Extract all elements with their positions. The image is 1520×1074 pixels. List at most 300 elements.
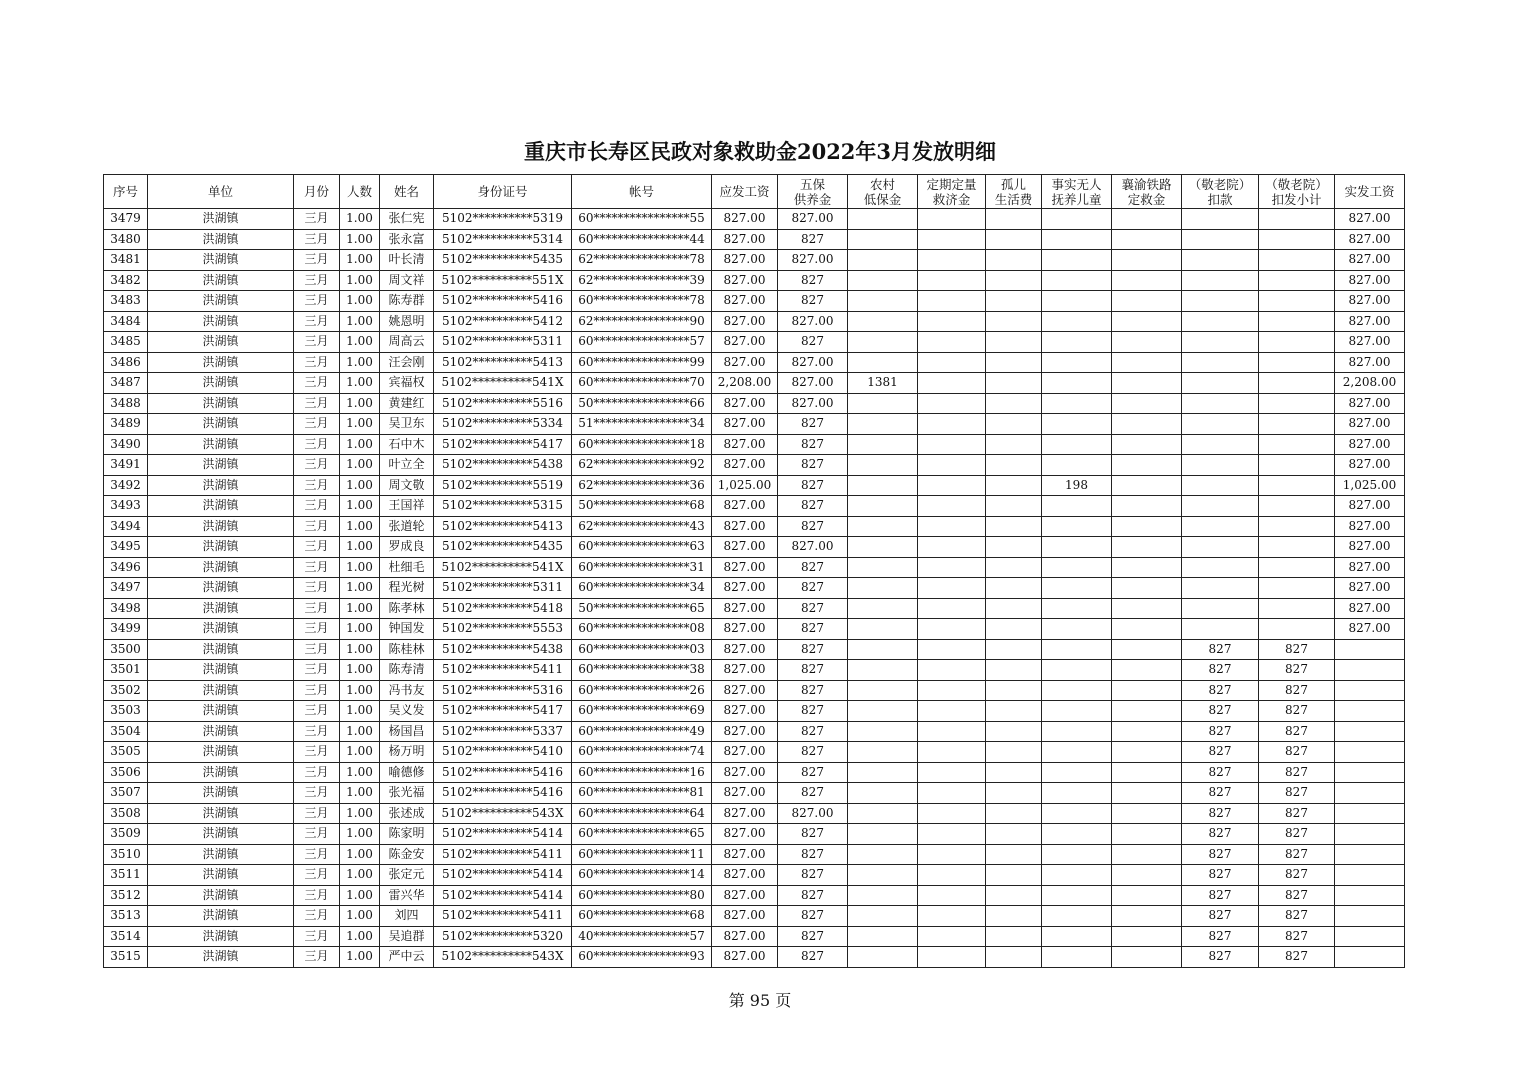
table-cell (1182, 270, 1259, 291)
table-cell (1042, 516, 1112, 537)
table-cell: 827 (778, 865, 848, 886)
table-cell: 827.00 (712, 311, 778, 332)
table-cell (1182, 373, 1259, 394)
table-cell: 洪湖镇 (148, 824, 294, 845)
table-cell (1042, 824, 1112, 845)
table-cell: 洪湖镇 (148, 639, 294, 660)
table-cell (918, 721, 986, 742)
column-header-line: 身份证号 (477, 184, 528, 199)
table-cell (1042, 434, 1112, 455)
table-cell (918, 434, 986, 455)
table-row (104, 619, 1405, 640)
table-row (104, 229, 1405, 250)
table-cell: 1.00 (340, 291, 380, 312)
table-cell (1259, 414, 1335, 435)
table-cell: 827.00 (712, 680, 778, 701)
table-cell (918, 516, 986, 537)
table-cell: 827.00 (712, 742, 778, 763)
table-cell: 827.00 (1335, 619, 1405, 640)
table-cell: 1.00 (340, 557, 380, 578)
table-cell: 827 (778, 762, 848, 783)
table-cell: 827.00 (712, 516, 778, 537)
table-cell: 827 (1182, 742, 1259, 763)
table-cell: 1.00 (340, 270, 380, 291)
table-cell (986, 639, 1042, 660)
table-cell: 827 (778, 475, 848, 496)
table-cell: 陈金安 (380, 844, 434, 865)
table-cell (848, 824, 918, 845)
table-cell: 洪湖镇 (148, 844, 294, 865)
table-cell (1182, 332, 1259, 353)
table-cell: 827.00 (712, 721, 778, 742)
table-cell (1259, 332, 1335, 353)
table-cell (986, 803, 1042, 824)
table-cell: 827 (778, 680, 848, 701)
table-cell: 827.00 (712, 865, 778, 886)
table-cell: 3481 (104, 250, 148, 271)
table-cell (1335, 639, 1405, 660)
table-cell: 60****************49 (572, 721, 712, 742)
table-cell: 827.00 (778, 373, 848, 394)
table-cell: 827.00 (712, 578, 778, 599)
table-cell (1335, 906, 1405, 927)
table-cell: 62****************92 (572, 455, 712, 476)
table-cell: 1.00 (340, 619, 380, 640)
column-header-line: 扣款 (1207, 191, 1233, 207)
table-cell (1042, 229, 1112, 250)
table-cell: 827.00 (1335, 291, 1405, 312)
table-cell: 三月 (294, 742, 340, 763)
table-cell: 50****************68 (572, 496, 712, 517)
column-header (986, 175, 1042, 209)
table-cell: 827 (1259, 803, 1335, 824)
table-cell: 827.00 (712, 332, 778, 353)
table-cell (848, 598, 918, 619)
table-cell: 洪湖镇 (148, 270, 294, 291)
table-cell: 827.00 (712, 762, 778, 783)
table-cell (918, 824, 986, 845)
table-cell: 叶长清 (380, 250, 434, 271)
table-cell (1112, 639, 1182, 660)
table-cell (848, 865, 918, 886)
table-cell: 3505 (104, 742, 148, 763)
table-cell (1042, 311, 1112, 332)
column-header-line: 抚养儿童 (1051, 191, 1102, 207)
table-cell (848, 906, 918, 927)
table-cell: 张仁宪 (380, 209, 434, 230)
table-cell: 三月 (294, 680, 340, 701)
table-cell (986, 578, 1042, 599)
table-cell: 1.00 (340, 824, 380, 845)
table-cell: 1.00 (340, 229, 380, 250)
table-cell: 60****************70 (572, 373, 712, 394)
table-cell: 5102**********5416 (434, 762, 572, 783)
table-cell (986, 598, 1042, 619)
table-row (104, 680, 1405, 701)
table-cell (1112, 844, 1182, 865)
table-cell: 5102**********5438 (434, 455, 572, 476)
column-header-line: 实发工资 (1344, 184, 1395, 199)
table-cell: 洪湖镇 (148, 680, 294, 701)
table-cell: 3483 (104, 291, 148, 312)
table-cell: 827 (1182, 680, 1259, 701)
table-cell (986, 311, 1042, 332)
table-cell: 1.00 (340, 352, 380, 373)
table-cell (1042, 906, 1112, 927)
table-cell: 60****************55 (572, 209, 712, 230)
table-cell: 杜细毛 (380, 557, 434, 578)
table-cell: 洪湖镇 (148, 578, 294, 599)
table-cell (918, 660, 986, 681)
table-cell (848, 947, 918, 968)
table-cell: 60****************14 (572, 865, 712, 886)
table-cell (1112, 578, 1182, 599)
table-cell: 3482 (104, 270, 148, 291)
table-cell: 827.00 (712, 947, 778, 968)
table-cell: 1.00 (340, 803, 380, 824)
table-cell (848, 311, 918, 332)
table-cell: 石中木 (380, 434, 434, 455)
column-header-line: 襄渝铁路 (1121, 176, 1172, 192)
column-header (1259, 175, 1335, 209)
table-cell: 洪湖镇 (148, 291, 294, 312)
table-cell: 吴义发 (380, 701, 434, 722)
table-cell (1182, 496, 1259, 517)
table-cell: 827 (778, 701, 848, 722)
table-cell: 陈桂林 (380, 639, 434, 660)
table-cell: 60****************16 (572, 762, 712, 783)
table-cell: 827.00 (1335, 414, 1405, 435)
table-cell: 杨国昌 (380, 721, 434, 742)
table-cell: 5102**********5553 (434, 619, 572, 640)
table-cell (1112, 352, 1182, 373)
table-cell: 5102**********5411 (434, 906, 572, 927)
table-cell: 827 (778, 229, 848, 250)
table-cell: 827.00 (712, 537, 778, 558)
column-header (918, 175, 986, 209)
table-row (104, 598, 1405, 619)
table-cell: 洪湖镇 (148, 475, 294, 496)
table-cell: 1,025.00 (1335, 475, 1405, 496)
table-cell (1112, 824, 1182, 845)
table-cell (918, 209, 986, 230)
table-cell: 三月 (294, 557, 340, 578)
table-cell: 5102**********5414 (434, 824, 572, 845)
table-cell: 60****************69 (572, 701, 712, 722)
table-cell: 三月 (294, 291, 340, 312)
table-cell: 5102**********5311 (434, 332, 572, 353)
table-cell: 洪湖镇 (148, 516, 294, 537)
table-cell: 62****************39 (572, 270, 712, 291)
table-cell: 5102**********5411 (434, 660, 572, 681)
table-cell (1182, 578, 1259, 599)
table-cell (1259, 619, 1335, 640)
table-cell: 三月 (294, 332, 340, 353)
table-cell: 827.00 (1335, 270, 1405, 291)
table-cell: 张道轮 (380, 516, 434, 537)
table-cell (848, 578, 918, 599)
table-cell: 827.00 (778, 352, 848, 373)
table-cell: 827.00 (712, 906, 778, 927)
table-cell (1335, 824, 1405, 845)
table-cell: 827.00 (1335, 311, 1405, 332)
table-cell: 陈孝林 (380, 598, 434, 619)
table-cell: 827 (1182, 701, 1259, 722)
table-cell (1259, 557, 1335, 578)
table-cell: 杨万明 (380, 742, 434, 763)
table-cell: 827.00 (712, 229, 778, 250)
table-cell (1042, 680, 1112, 701)
table-row (104, 906, 1405, 927)
column-header-line: 应发工资 (719, 184, 770, 199)
column-header (848, 175, 918, 209)
table-cell: 827 (1182, 639, 1259, 660)
table-cell: 827 (778, 578, 848, 599)
table-cell (986, 844, 1042, 865)
table-cell: 3507 (104, 783, 148, 804)
table-cell (918, 906, 986, 927)
table-cell: 罗成良 (380, 537, 434, 558)
table-cell: 三月 (294, 824, 340, 845)
table-cell: 三月 (294, 250, 340, 271)
table-cell: 827 (778, 639, 848, 660)
table-cell: 3492 (104, 475, 148, 496)
table-cell (1042, 701, 1112, 722)
table-cell: 3498 (104, 598, 148, 619)
table-cell: 60****************11 (572, 844, 712, 865)
table-cell: 3511 (104, 865, 148, 886)
table-cell: 51****************34 (572, 414, 712, 435)
table-cell (1042, 270, 1112, 291)
table-cell: 827 (1182, 926, 1259, 947)
table-cell: 张定元 (380, 865, 434, 886)
table-cell (1259, 311, 1335, 332)
table-cell: 三月 (294, 455, 340, 476)
table-row (104, 639, 1405, 660)
table-cell: 60****************74 (572, 742, 712, 763)
table-cell (1182, 250, 1259, 271)
table-cell (1112, 926, 1182, 947)
table-cell (1042, 352, 1112, 373)
table-cell (918, 496, 986, 517)
table-cell (1335, 947, 1405, 968)
table-cell: 3489 (104, 414, 148, 435)
table-cell: 三月 (294, 783, 340, 804)
table-cell (1259, 598, 1335, 619)
table-cell: 3499 (104, 619, 148, 640)
column-header (294, 175, 340, 209)
table-cell: 827.00 (712, 250, 778, 271)
table-cell: 5102**********5412 (434, 311, 572, 332)
table-cell: 62****************36 (572, 475, 712, 496)
table-cell: 3479 (104, 209, 148, 230)
table-cell: 三月 (294, 434, 340, 455)
table-cell: 827 (1182, 721, 1259, 742)
table-cell (918, 619, 986, 640)
table-cell: 827.00 (1335, 455, 1405, 476)
table-cell: 827 (778, 332, 848, 353)
table-cell (986, 209, 1042, 230)
table-cell (918, 311, 986, 332)
table-cell: 周高云 (380, 332, 434, 353)
table-cell (918, 373, 986, 394)
table-cell: 827 (778, 557, 848, 578)
table-cell (918, 680, 986, 701)
table-cell (1112, 393, 1182, 414)
column-header (1335, 175, 1405, 209)
table-cell: 827.00 (1335, 393, 1405, 414)
table-row (104, 844, 1405, 865)
table-cell: 洪湖镇 (148, 947, 294, 968)
table-cell: 1.00 (340, 639, 380, 660)
table-cell: 张光福 (380, 783, 434, 804)
table-row (104, 270, 1405, 291)
table-cell: 5102**********5311 (434, 578, 572, 599)
table-cell (848, 434, 918, 455)
table-cell: 62****************43 (572, 516, 712, 537)
table-cell: 827 (1259, 947, 1335, 968)
table-cell: 1.00 (340, 578, 380, 599)
table-cell (1042, 947, 1112, 968)
table-cell (1042, 393, 1112, 414)
table-cell: 827 (1182, 844, 1259, 865)
table-cell: 60****************38 (572, 660, 712, 681)
table-cell (986, 701, 1042, 722)
table-cell: 827.00 (712, 393, 778, 414)
table-cell (918, 783, 986, 804)
table-cell (986, 742, 1042, 763)
column-header (1182, 175, 1259, 209)
table-cell: 827.00 (712, 803, 778, 824)
table-cell: 50****************66 (572, 393, 712, 414)
table-cell: 三月 (294, 701, 340, 722)
table-row (104, 250, 1405, 271)
table-cell (986, 291, 1042, 312)
table-cell (986, 680, 1042, 701)
table-cell: 5102**********5411 (434, 844, 572, 865)
table-cell (1042, 885, 1112, 906)
table-cell (1335, 885, 1405, 906)
table-cell (1042, 742, 1112, 763)
table-cell (986, 434, 1042, 455)
table-cell: 3484 (104, 311, 148, 332)
table-cell (986, 332, 1042, 353)
table-cell (1259, 537, 1335, 558)
table-cell (1112, 496, 1182, 517)
table-cell: 洪湖镇 (148, 803, 294, 824)
table-cell: 827.00 (712, 619, 778, 640)
table-cell (1259, 352, 1335, 373)
table-cell (848, 660, 918, 681)
table-cell (918, 291, 986, 312)
table-cell: 周文敬 (380, 475, 434, 496)
table-cell: 1.00 (340, 701, 380, 722)
table-cell (1042, 291, 1112, 312)
table-cell (1335, 680, 1405, 701)
table-cell: 827.00 (778, 393, 848, 414)
table-cell (918, 455, 986, 476)
table-cell: 827.00 (712, 639, 778, 660)
table-cell (986, 783, 1042, 804)
table-cell (986, 229, 1042, 250)
table-cell (918, 270, 986, 291)
column-header (778, 175, 848, 209)
table-cell: 60****************65 (572, 824, 712, 845)
table-cell: 60****************18 (572, 434, 712, 455)
table-cell (848, 537, 918, 558)
table-cell: 三月 (294, 598, 340, 619)
table-cell: 三月 (294, 496, 340, 517)
table-cell (1112, 721, 1182, 742)
table-row (104, 885, 1405, 906)
table-cell: 3513 (104, 906, 148, 927)
table-cell (918, 229, 986, 250)
table-cell (1112, 455, 1182, 476)
table-cell: 62****************78 (572, 250, 712, 271)
table-cell: 5102**********5337 (434, 721, 572, 742)
table-cell: 5102**********5316 (434, 680, 572, 701)
table-cell: 三月 (294, 352, 340, 373)
table-cell: 5102**********5516 (434, 393, 572, 414)
table-cell (1112, 660, 1182, 681)
column-header-line: 五保 (799, 176, 825, 192)
table-row (104, 762, 1405, 783)
table-row (104, 516, 1405, 537)
table-cell (1335, 803, 1405, 824)
table-cell: 827 (778, 619, 848, 640)
table-cell (1182, 516, 1259, 537)
table-cell: 严中云 (380, 947, 434, 968)
table-cell (848, 926, 918, 947)
table-cell (1042, 557, 1112, 578)
table-cell: 姚恩明 (380, 311, 434, 332)
table-row (104, 455, 1405, 476)
table-cell (986, 475, 1042, 496)
document-title: 重庆市长寿区民政对象救助金2022年3月发放明细 (523, 139, 997, 164)
table-cell: 洪湖镇 (148, 926, 294, 947)
table-cell: 5102**********5315 (434, 496, 572, 517)
table-cell (1042, 598, 1112, 619)
column-header-line: 生活费 (994, 191, 1033, 207)
table-cell: 827 (1182, 885, 1259, 906)
table-cell: 827.00 (712, 701, 778, 722)
table-cell: 827 (778, 270, 848, 291)
table-cell: 827.00 (712, 598, 778, 619)
table-cell (1182, 229, 1259, 250)
table-cell: 5102**********5320 (434, 926, 572, 947)
table-cell (1259, 496, 1335, 517)
table-cell: 1.00 (340, 762, 380, 783)
table-cell: 张述成 (380, 803, 434, 824)
table-cell (1335, 865, 1405, 886)
table-cell: 1.00 (340, 680, 380, 701)
table-cell: 洪湖镇 (148, 209, 294, 230)
table-cell: 60****************64 (572, 803, 712, 824)
table-cell (1042, 762, 1112, 783)
table-cell: 827.00 (712, 824, 778, 845)
table-cell (1182, 598, 1259, 619)
table-cell (918, 475, 986, 496)
table-cell: 3486 (104, 352, 148, 373)
table-cell: 三月 (294, 229, 340, 250)
table-cell: 三月 (294, 844, 340, 865)
table-cell: 2,208.00 (712, 373, 778, 394)
table-cell: 827.00 (1335, 229, 1405, 250)
table-cell: 3496 (104, 557, 148, 578)
table-row (104, 373, 1405, 394)
table-cell: 洪湖镇 (148, 332, 294, 353)
table-cell: 827 (778, 906, 848, 927)
